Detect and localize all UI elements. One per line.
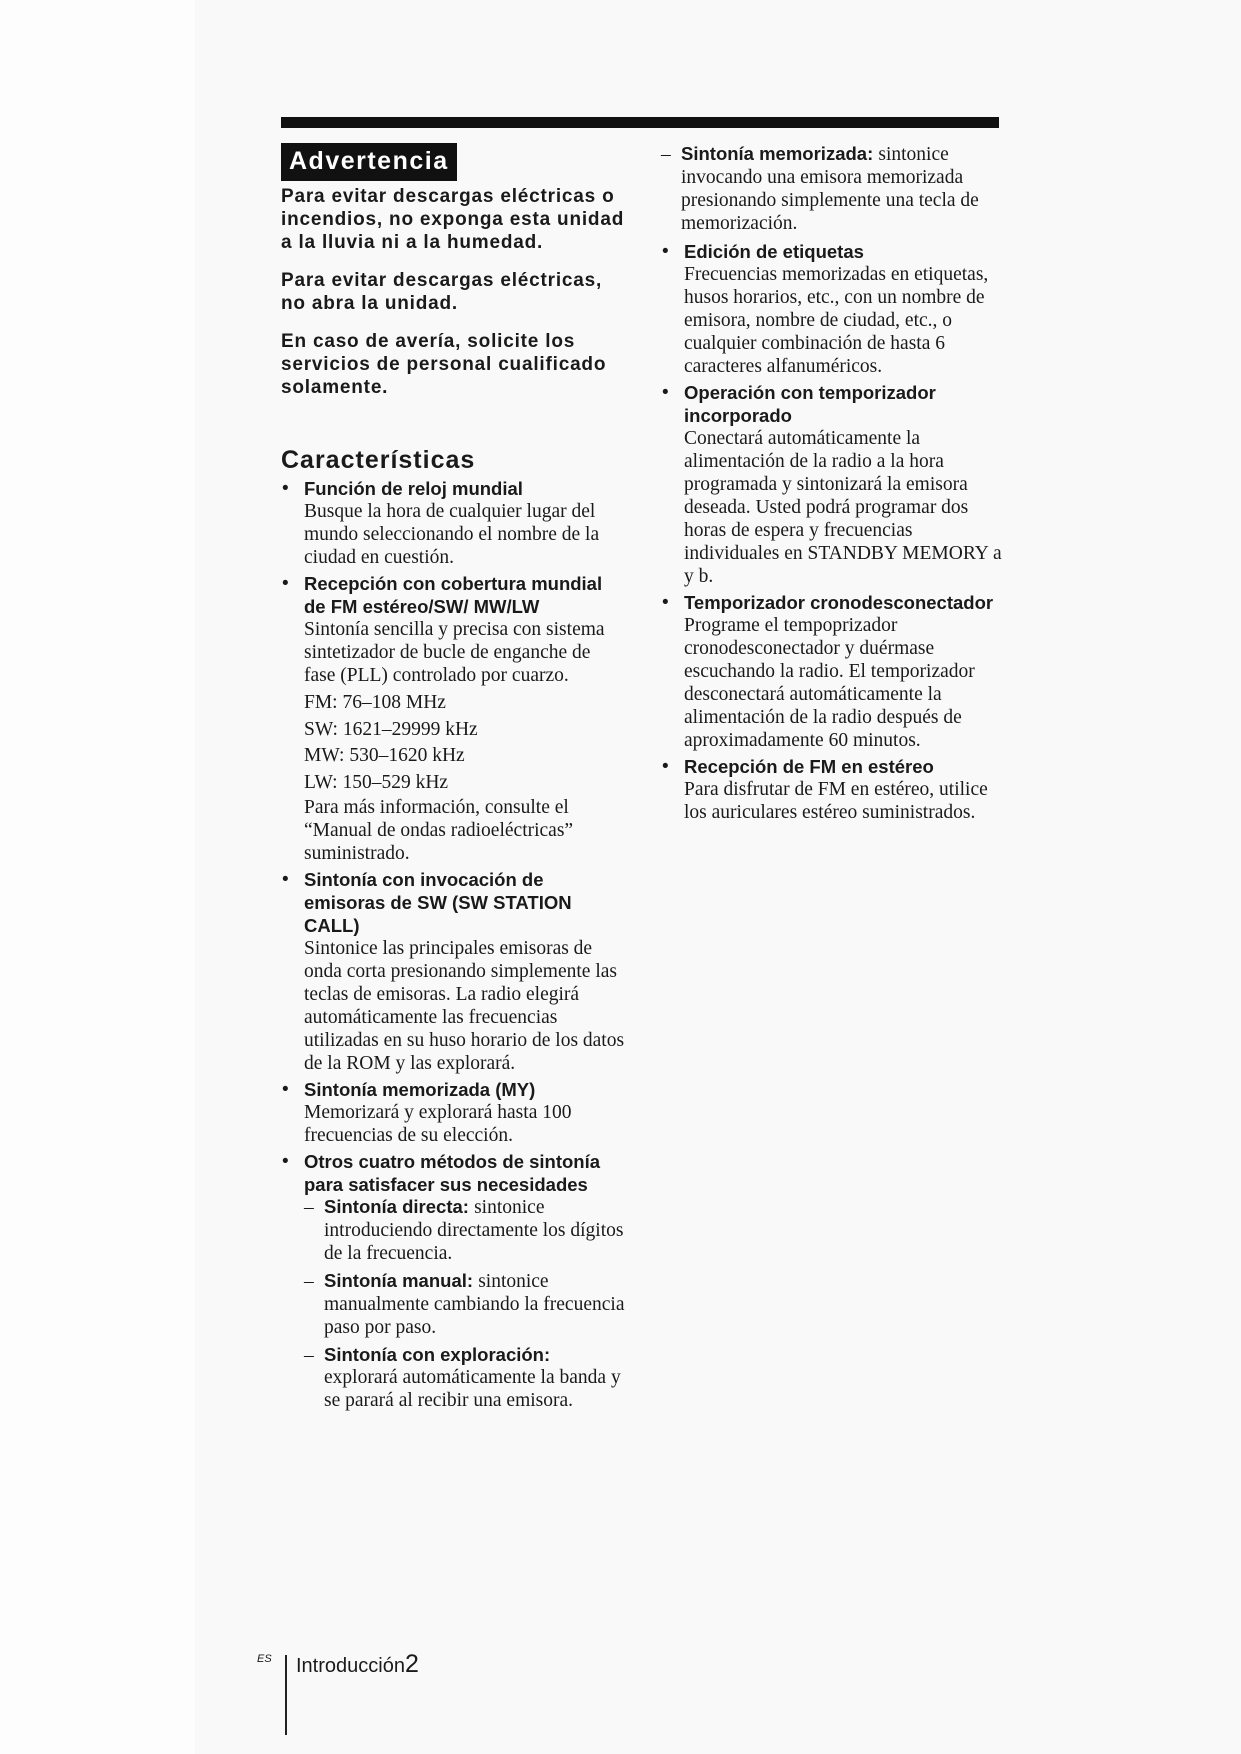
- feature-title: Sintonía memorizada (MY): [304, 1079, 536, 1100]
- left-column: [281, 143, 626, 1417]
- footer-divider: [285, 1655, 287, 1735]
- warning-paragraph: Para evitar descargas eléctricas o incendios, no exponga esta unidad a la lluvia ni a la humedad.: [281, 186, 625, 253]
- bullet-icon: •: [282, 869, 289, 890]
- tuning-method-text: explorará automáticamente la banda y se parará al recibir una emisora.: [324, 1367, 621, 1411]
- dash-marker: –: [304, 1271, 314, 1292]
- feature-title: Recepción de FM en estéreo: [684, 756, 934, 777]
- feature-item: [661, 240, 1006, 378]
- feature-item: [281, 1150, 626, 1412]
- bullet-icon: •: [662, 756, 669, 777]
- warning-title: Advertencia: [281, 143, 457, 181]
- feature-body: Conectará automáticamente la alimentación de la radio a la hora programada y sintonizará la emisora deseada. Usted podrá programar dos horas de espera y frecuencias individuales en STANDBY MEMORY a y b.: [684, 428, 1002, 587]
- feature-body: Programe el tempoprizador cronodesconectador y duérmase escuchando la radio. El temporizador desconectará automáticamente la alimentación de la radio después de aproximadamente 60 minutos.: [684, 615, 975, 751]
- tuning-method-label: Sintonía con exploración:: [324, 1344, 551, 1365]
- feature-body: Sintonía sencilla y precisa con sistema sintetizador de bucle de enganche de fase (PLL) controlado por cuarzo.: [304, 619, 605, 686]
- bullet-icon: •: [282, 1151, 289, 1172]
- feature-item: [281, 572, 626, 865]
- warning-paragraph: Para evitar descargas eléctricas, no abra la unidad.: [281, 270, 603, 314]
- tuning-method-label: Sintonía manual:: [324, 1270, 479, 1291]
- feature-item: [661, 381, 1006, 588]
- bullet-icon: •: [662, 241, 669, 262]
- feature-title: Función de reloj mundial: [304, 478, 523, 499]
- tuning-method-label: Sintonía directa:: [324, 1196, 475, 1217]
- feature-item: [281, 868, 626, 1075]
- features-heading: Características: [281, 446, 476, 474]
- warning-paragraph: En caso de avería, solicite los servicios de personal cualificado solamente.: [281, 331, 607, 398]
- feature-item: [661, 755, 1006, 824]
- bullet-icon: •: [662, 382, 669, 403]
- feature-note: Para más información, consulte el “Manual de ondas radioeléctricas” suministrado.: [304, 797, 574, 864]
- feature-item: [281, 477, 626, 569]
- dash-marker: –: [304, 1197, 314, 1218]
- feature-body: Busque la hora de cualquier lugar del mundo seleccionando el nombre de la ciudad en cuestión.: [304, 501, 600, 568]
- dash-marker: –: [661, 144, 671, 165]
- feature-title: Edición de etiquetas: [684, 241, 864, 262]
- tuning-method-label: Sintonía memorizada:: [681, 143, 879, 164]
- section-name: Introducción: [296, 1655, 405, 1677]
- tuning-method-text: sintonice introduciendo directamente los dígitos de la frecuencia.: [324, 1197, 624, 1264]
- feature-title: Otros cuatro métodos de sintonía para satisfacer sus necesidades: [304, 1151, 601, 1195]
- frequency-range: LW: 150–529 kHz: [304, 771, 449, 793]
- feature-title: Recepción con cobertura mundial de FM estéreo/SW/ MW/LW: [304, 573, 603, 617]
- frequency-range: MW: 530–1620 kHz: [304, 745, 465, 766]
- feature-item: [661, 591, 1006, 752]
- feature-body: Para disfrutar de FM en estéreo, utilice los auriculares estéreo suministrados.: [684, 779, 988, 823]
- top-rule: [281, 117, 999, 128]
- tuning-method: [304, 1344, 626, 1412]
- feature-title: Temporizador cronodesconectador: [684, 592, 994, 613]
- language-code: ES: [257, 1653, 272, 1665]
- feature-body: Sintonice las principales emisoras de onda corta presionando simplemente las teclas de emisoras. La radio elegirá automáticamente las frecuencias utilizadas en su huso horario de los datos de la ROM y las explorará.: [304, 938, 625, 1074]
- tuning-method: [661, 143, 1006, 235]
- bullet-icon: •: [282, 1079, 289, 1100]
- feature-title: Sintonía con invocación de emisoras de SW (SW STATION CALL): [304, 869, 572, 936]
- tuning-method-text: sintonice invocando una emisora memorizada presionando simplemente una tecla de memorización.: [681, 144, 979, 234]
- feature-item: [281, 1078, 626, 1147]
- page-number: 2: [404, 1650, 419, 1678]
- bullet-icon: •: [282, 573, 289, 594]
- tuning-method: [304, 1196, 626, 1265]
- right-column: [661, 143, 1006, 827]
- feature-body: Memorizará y explorará hasta 100 frecuencias de su elección.: [304, 1102, 572, 1146]
- bullet-icon: •: [282, 478, 289, 499]
- bullet-icon: •: [662, 592, 669, 613]
- dash-marker: –: [304, 1345, 314, 1366]
- page-footer: [296, 1650, 419, 1679]
- frequency-range: SW: 1621–29999 kHz: [304, 718, 478, 740]
- tuning-method: [304, 1270, 626, 1339]
- frequency-range: FM: 76–108 MHz: [304, 692, 446, 713]
- feature-title: Operación con temporizador incorporado: [684, 382, 936, 426]
- feature-body: Frecuencias memorizadas en etiquetas, husos horarios, etc., con un nombre de emisora, nombre de ciudad, etc., o cualquier combinación de hasta 6 caracteres alfanuméricos.: [684, 264, 989, 377]
- tuning-method-text: sintonice manualmente cambiando la frecuencia paso por paso.: [324, 1271, 625, 1338]
